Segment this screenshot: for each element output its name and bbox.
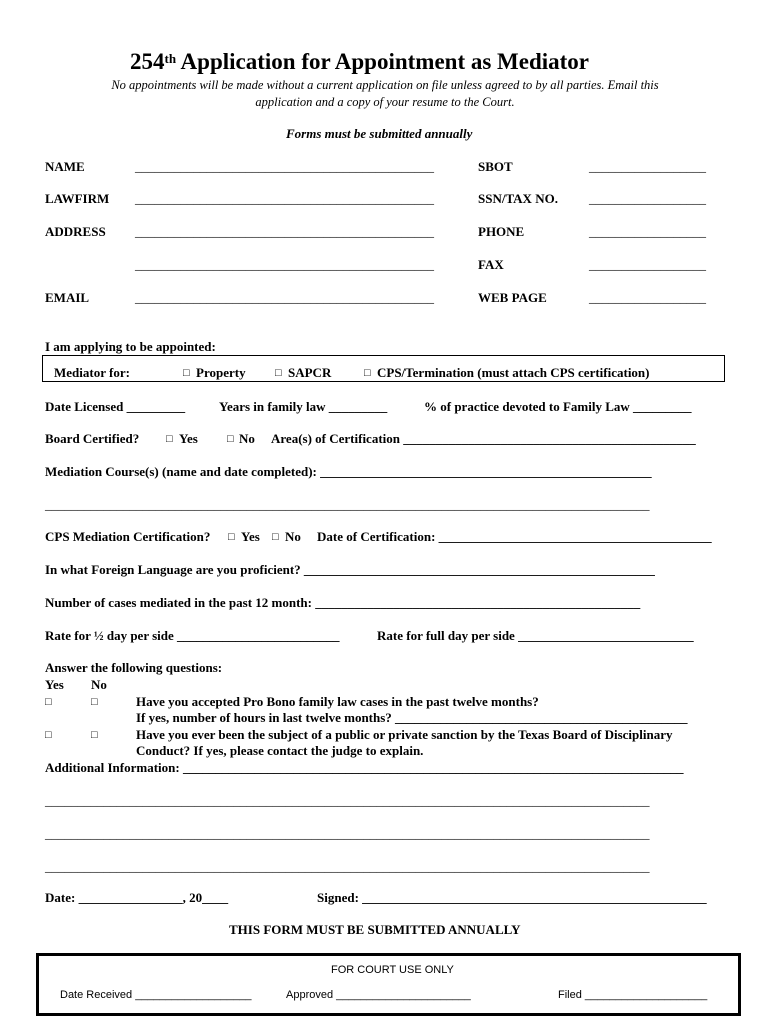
date-received-field[interactable]: Date Received ___________________ xyxy=(60,989,252,1001)
name-field[interactable]: ______________________________________________ xyxy=(135,159,434,174)
no-column-label: No xyxy=(91,677,107,692)
name-label: NAME xyxy=(45,159,85,174)
page-title: 254th Application for Appointment as Mediator xyxy=(130,49,590,74)
yes-column-label: Yes xyxy=(45,677,64,692)
cps-yes-checkbox[interactable]: □ xyxy=(228,531,235,543)
court-use-heading: FOR COURT USE ONLY xyxy=(331,964,454,976)
pct-practice-field[interactable]: % of practice devoted to Family Law _________ xyxy=(424,399,692,414)
address-label: ADDRESS xyxy=(45,224,106,239)
q1-no-checkbox[interactable]: □ xyxy=(91,696,98,708)
rate-half-day-field[interactable]: Rate for ½ day per side _________________________ xyxy=(45,628,340,643)
mediation-course-line-2[interactable]: _____________________________________________________________________________________________ xyxy=(45,497,650,512)
fax-field[interactable]: __________________ xyxy=(589,257,706,272)
sbot-field[interactable]: __________________ xyxy=(589,159,706,174)
cps-label: CPS/Termination (must attach CPS certification) xyxy=(377,365,650,380)
question-2: Have you ever been the subject of a public or private sanction by the Texas Board of Disciplinary xyxy=(136,727,673,742)
board-yes-label: Yes xyxy=(179,431,198,446)
ssn-label: SSN/TAX NO. xyxy=(478,191,558,206)
sapcr-checkbox[interactable]: □ xyxy=(275,367,282,379)
additional-info-field[interactable]: Additional Information: _____________________________________________________________________________ xyxy=(45,760,684,775)
address-field-2[interactable]: ______________________________________________ xyxy=(135,257,434,272)
cps-checkbox[interactable]: □ xyxy=(364,367,371,379)
fax-label: FAX xyxy=(478,257,504,272)
additional-line-3[interactable]: _____________________________________________________________________________________________ xyxy=(45,826,650,841)
lawfirm-label: LAWFIRM xyxy=(45,191,110,206)
sbot-label: SBOT xyxy=(478,159,513,174)
cps-yes-label: Yes xyxy=(241,529,260,544)
webpage-label: WEB PAGE xyxy=(478,290,547,305)
mediation-course-field[interactable]: Mediation Course(s) (name and date completed): ___________________________________________________ xyxy=(45,464,652,479)
question-2-continued: Conduct? If yes, please contact the judge to explain. xyxy=(136,743,424,758)
phone-label: PHONE xyxy=(478,224,525,239)
q2-yes-checkbox[interactable]: □ xyxy=(45,729,52,741)
date-cert-field[interactable]: Date of Certification: __________________________________________ xyxy=(317,529,712,544)
foreign-language-field[interactable]: In what Foreign Language are you proficient? ______________________________________________________ xyxy=(45,562,655,577)
phone-field[interactable]: __________________ xyxy=(589,224,706,239)
cps-cert-label: CPS Mediation Certification? xyxy=(45,529,211,544)
date-field[interactable]: Date: ________________, 20____ xyxy=(45,890,229,905)
date-licensed-field[interactable]: Date Licensed _________ xyxy=(45,399,186,414)
email-label: EMAIL xyxy=(45,290,90,305)
property-checkbox[interactable]: □ xyxy=(183,367,190,379)
cases-mediated-field[interactable]: Number of cases mediated in the past 12 month: __________________________________________________ xyxy=(45,595,641,610)
areas-cert-field[interactable]: Area(s) of Certification _____________________________________________ xyxy=(271,431,696,446)
q1-yes-checkbox[interactable]: □ xyxy=(45,696,52,708)
forms-note: Forms must be submitted annually xyxy=(286,126,473,141)
sapcr-label: SAPCR xyxy=(288,365,332,380)
appointment-heading: I am applying to be appointed: xyxy=(45,339,216,354)
intro-line-2: application and a copy of your resume to the Court. xyxy=(255,95,515,109)
cps-no-checkbox[interactable]: □ xyxy=(272,531,279,543)
approved-field[interactable]: Approved ______________________ xyxy=(286,989,471,1001)
ssn-field[interactable]: __________________ xyxy=(589,191,706,206)
board-yes-checkbox[interactable]: □ xyxy=(166,433,173,445)
q2-no-checkbox[interactable]: □ xyxy=(91,729,98,741)
board-no-checkbox[interactable]: □ xyxy=(227,433,234,445)
mediator-for-label: Mediator for: xyxy=(54,365,130,380)
additional-line-2[interactable]: _____________________________________________________________________________________________ xyxy=(45,793,650,808)
years-family-field[interactable]: Years in family law _________ xyxy=(219,399,388,414)
board-certified-label: Board Certified? xyxy=(45,431,140,446)
rate-full-day-field[interactable]: Rate for full day per side ___________________________ xyxy=(377,628,694,643)
footer-note: THIS FORM MUST BE SUBMITTED ANNUALLY xyxy=(229,922,521,937)
filed-field[interactable]: Filed ____________________ xyxy=(558,989,708,1001)
board-no-label: No xyxy=(239,431,255,446)
property-label: Property xyxy=(196,365,246,380)
lawfirm-field[interactable]: ______________________________________________ xyxy=(135,191,434,206)
additional-line-4[interactable]: _____________________________________________________________________________________________ xyxy=(45,859,650,874)
questions-heading: Answer the following questions: xyxy=(45,660,223,675)
webpage-field[interactable]: __________________ xyxy=(589,290,706,305)
email-field[interactable]: ______________________________________________ xyxy=(135,290,434,305)
question-1: Have you accepted Pro Bono family law cases in the past twelve months? xyxy=(136,694,539,709)
question-1-hours-field[interactable]: If yes, number of hours in last twelve months? _____________________________________________ xyxy=(136,710,688,725)
intro-line-1: No appointments will be made without a current application on file unless agreed to by all parties. Email this xyxy=(111,78,659,92)
signed-field[interactable]: Signed: _____________________________________________________ xyxy=(317,890,707,905)
cps-no-label: No xyxy=(285,529,301,544)
address-field-1[interactable]: ______________________________________________ xyxy=(135,224,434,239)
